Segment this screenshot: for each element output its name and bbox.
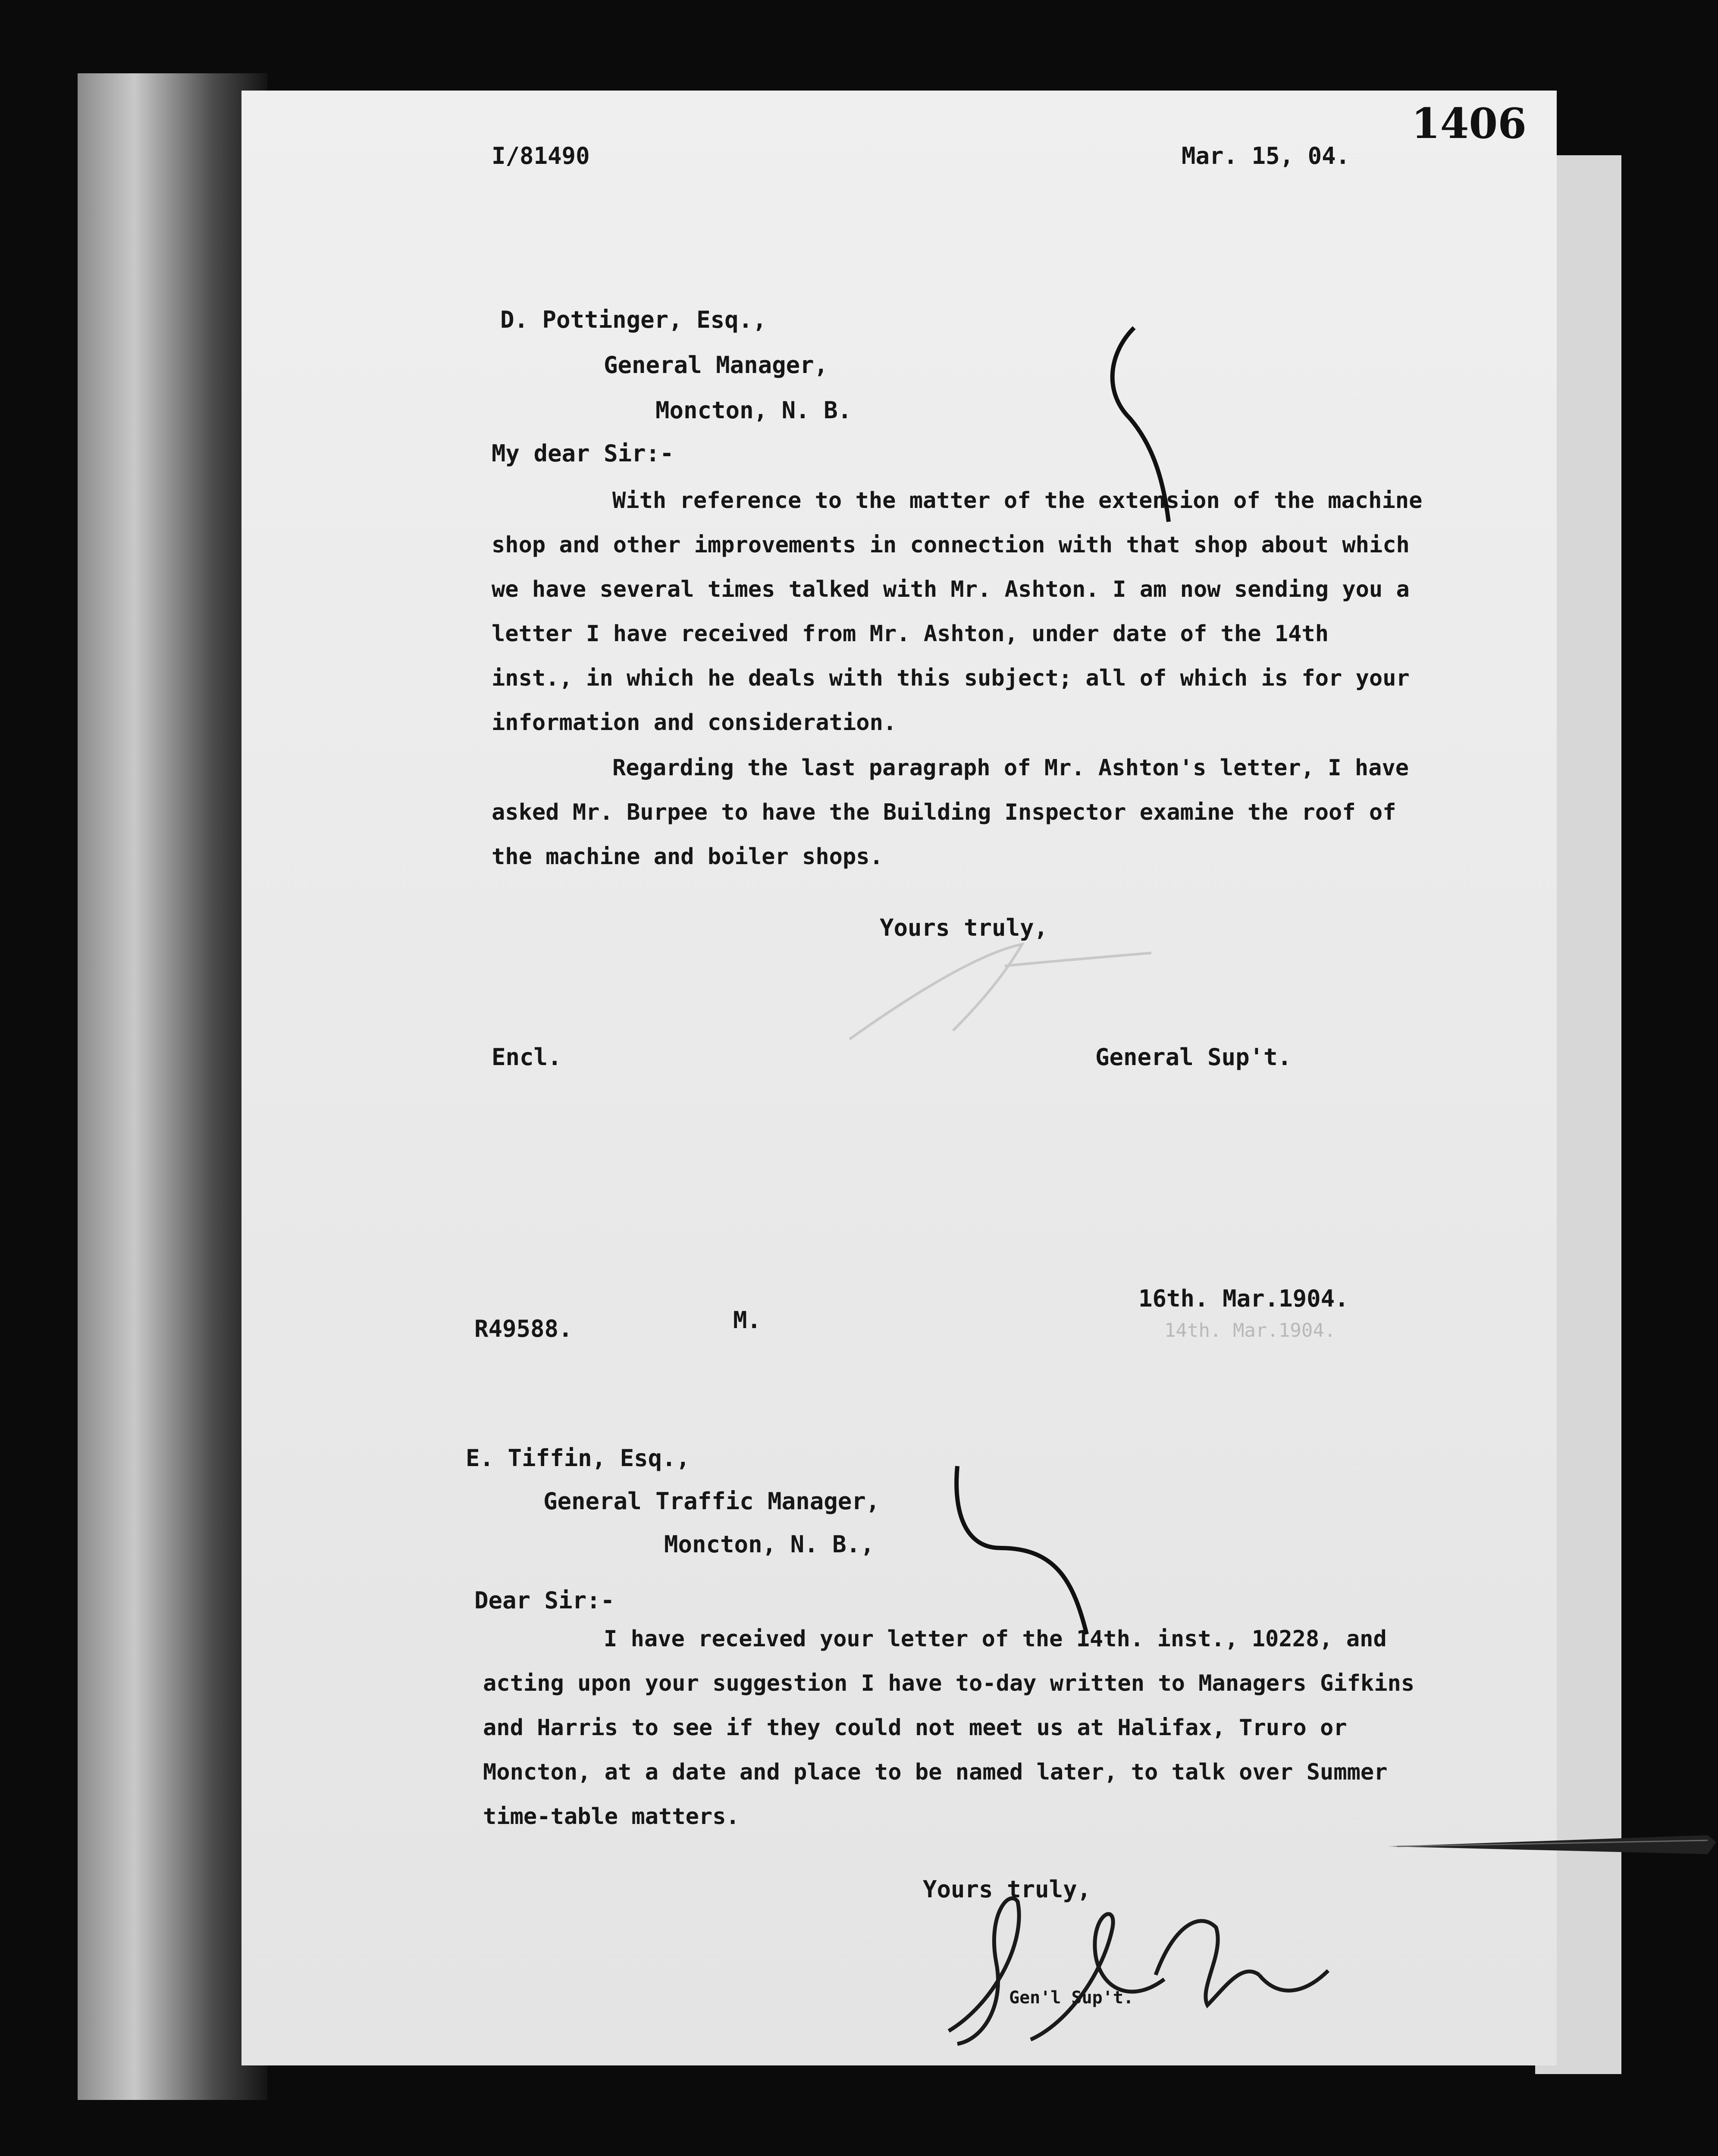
page-number: 1406 [1411,99,1527,148]
signature [888,1876,1363,2057]
letter2-salutation: Dear Sir:- [474,1587,615,1614]
letter1-recipient-place: Moncton, N. B. [655,397,852,424]
letter2-recipient-place: Moncton, N. B., [664,1531,875,1558]
letter1-paragraph-2: Regarding the last paragraph of Mr. Ashton's letter, I have asked Mr. Burpee to have the Building Inspector examine the roof of the machine and boiler shops. [492,755,1409,870]
letter2-paragraph: I have received your letter of the 14th. inst., 10228, and acting upon your suggestion I have to-day written to Managers Gifkins and Harris to see if they could not meet us at Halifax, Truro or Moncton, at a date and place to be named later, to talk over Summer time-table matters. [483,1626,1415,1830]
letter2-signer-fragment: Gen'l Sup't. [1009,1988,1134,2008]
letter1-paragraph-1: With reference to the matter of the extension of the machine shop and other improvements in connection with that shop about which we have several times talked with Mr. Ashton. I am now sending you a letter I have received from Mr. Ashton, under date of the 14th inst., in which he deals with this subject; all of which is for your information and consideration. [492,488,1423,736]
letter1-salutation: My dear Sir:- [492,440,674,467]
letter2-date: 16th. Mar.1904. [1138,1285,1349,1312]
letter2-date-ghost: 14th. Mar.1904. [1164,1319,1336,1341]
letter2-closing: Yours truly, [923,1876,1091,1903]
letter1-closing: Yours truly, [880,914,1048,941]
letter1-date: Mar. 15, 04. [1182,142,1350,169]
letter2-recipient-name: E. Tiffin, Esq., [466,1445,690,1472]
letter1-recipient-title: General Manager, [604,351,828,379]
letter1-recipient-name: D. Pottinger, Esq., [500,306,767,333]
letter1-file-ref: I/81490 [492,142,590,169]
binder-spine [78,73,267,2100]
letter2-marker: M. [733,1307,762,1334]
letter1-enclosure: Encl. [492,1044,562,1071]
pen [1389,1833,1716,1858]
letter2-file-ref: R49588. [474,1315,573,1342]
faint-signature [824,927,1169,1056]
letter1-signer-title: General Sup't. [1095,1044,1292,1071]
editing-mark-1 [1095,323,1182,530]
letter2-recipient-title: General Traffic Manager, [543,1488,880,1515]
letterbook-page [241,91,1557,2065]
editing-mark-2 [949,1462,1104,1643]
